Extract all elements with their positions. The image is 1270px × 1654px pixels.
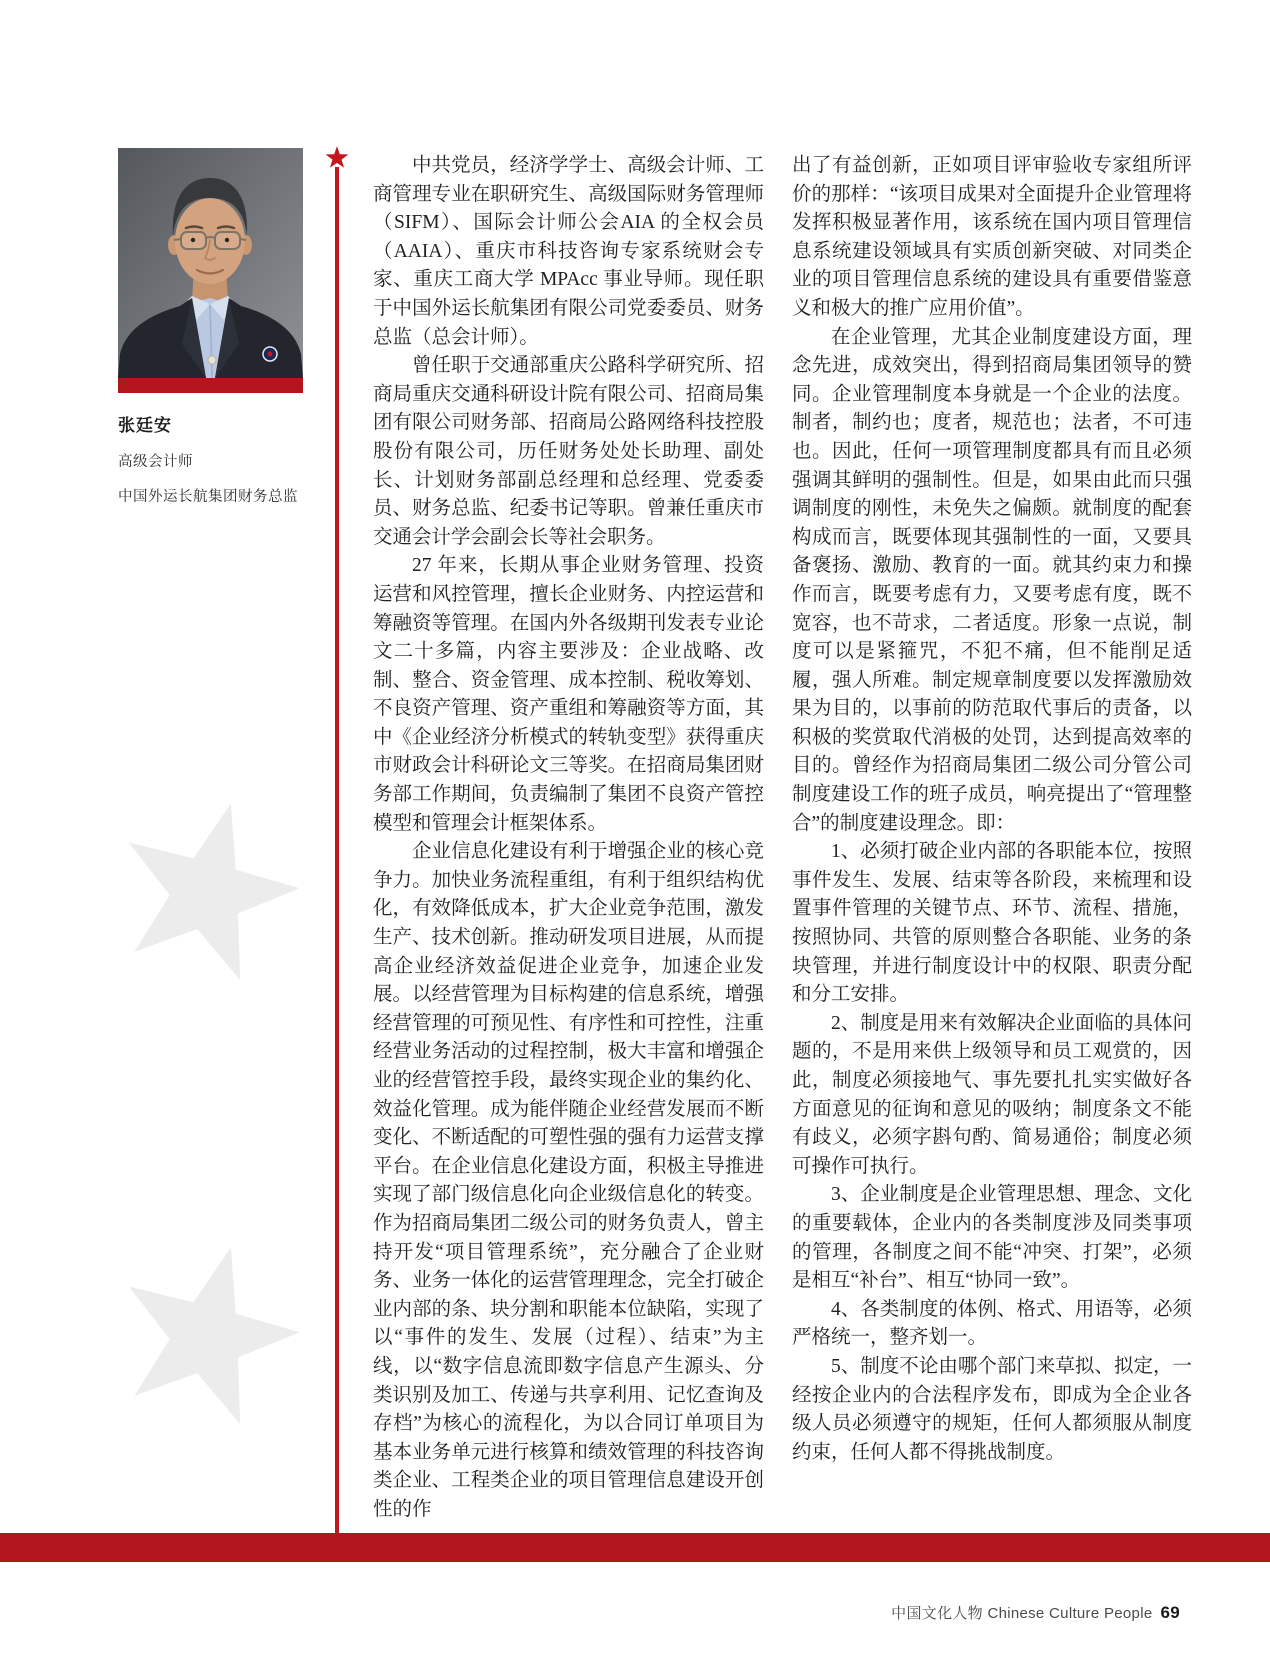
photo-red-bar <box>118 378 303 393</box>
profile-caption <box>118 411 358 506</box>
vertical-divider-line <box>335 167 339 1533</box>
footer-magazine-name: 中国文化人物 Chinese Culture People <box>891 1605 1153 1622</box>
profile-name: 张廷安 <box>118 416 172 435</box>
profile-title-1: 高级会计师 <box>118 454 193 470</box>
paragraph: 2、制度是用来有效解决企业面临的具体问题的，不是用来供上级领导和员工观赏的，因此，制度必须接地气、事先要扎扎实实做好各方面意见的征询和意见的吸纳；制度条文不能有歧义，必须字斟句酌、简易通俗；制度必须可操作可执行。 <box>792 1012 1192 1177</box>
page-footer <box>891 1602 1180 1623</box>
paragraph: 中共党员，经济学学士、高级会计师、工商管理专业在职研究生、高级国际财务管理师（SIFM）、国际会计师公会AIA 的全权会员（AAIA）、重庆市科技咨询专家系统财会专家、重庆工商大学 MPAcc 事业导师。现任职于中国外运长航集团有限公司党委委员、财务总监（总会计师）。 <box>373 155 764 348</box>
paragraph: 27 年来，长期从事企业财务管理、投资运营和风控管理，擅长企业财务、内控运营和筹融资等管理。在国内外各级期刊发表专业论文二十多篇，内容主要涉及：企业战略、改制、整合、资金管理、成本控制、税收筹划、不良资产管理、资产重组和筹融资等方面，其中《企业经济分析模式的转轨变型》获得重庆市财政会计科研论文三等奖。在招商局集团财务部工作期间，负责编制了集团不良资产管控模型和管理会计框架体系。 <box>373 555 764 834</box>
paragraph: 1、必须打破企业内部的各职能本位，按照事件发生、发展、结束等各阶段，来梳理和设置事件管理的关键节点、环节、流程、措施，按照协同、共管的原则整合各职能、业务的条块管理，并进行制度设计中的权限、职责分配和分工安排。 <box>792 841 1192 1006</box>
paragraph: 5、制度不论由哪个部门来草拟、拟定，一经按企业内的合法程序发布，即成为全企业各级人员必须遵守的规矩，任何人都须服从制度约束，任何人都不得挑战制度。 <box>792 1355 1192 1463</box>
paragraph: 出了有益创新，正如项目评审验收专家组所评价的那样：“该项目成果对全面提升企业管理将发挥积极显著作用，该系统在国内项目管理信息系统建设领域具有实质创新突破、对同类企业的项目管理信息系统的建设具有重要借鉴意义和极大的推广应用价值”。 <box>792 155 1192 319</box>
profile-title-2: 中国外运长航集团财务总监 <box>118 489 298 505</box>
watermark-star-icon <box>95 1215 323 1443</box>
bottom-red-band <box>0 1533 1270 1562</box>
watermark-star-icon <box>95 771 323 999</box>
footer-page-number: 69 <box>1160 1603 1180 1622</box>
portrait-illustration <box>118 148 303 378</box>
paragraph: 在企业管理，尤其企业制度建设方面，理念先进，成效突出，得到招商局集团领导的赞同。企业管理制度本身就是一个企业的法度。制者，制约也；度者，规范也；法者，不可违也。因此，任何一项管理制度都具有而且必须强调其鲜明的强制性。但是，如果由此而只强调制度的刚性，未免失之偏颇。就制度的配套构成而言，既要体现其强制性的一面，又要具备褒扬、激励、教育的一面。就其约束力和操作而言，既要考虑有力，又要考虑有度，既不宽容，也不苛求，二者适度。形象一点说，制度可以是紧箍咒，不犯不痛，但不能削足适履，强人所难。制定规章制度要以发挥激励效果为目的，以事前的防范取代事后的责备，以积极的奖赏取代消极的处罚，达到提高效率的目的。曾经作为招商局集团二级公司分管公司制度建设工作的班子成员，响亮提出了“管理整合”的制度建设理念。即： <box>792 326 1192 834</box>
paragraph: 曾任职于交通部重庆公路科学研究所、招商局重庆交通科研设计院有限公司、招商局集团有限公司财务部、招商局公路网络科技控股股份有限公司，历任财务处处长助理、副处长、计划财务部副总经理和总经理、党委委员、财务总监、纪委书记等职。曾兼任重庆市交通会计学会副会长等社会职务。 <box>373 355 764 548</box>
paragraph: 4、各类制度的体例、格式、用语等，必须严格统一，整齐划一。 <box>792 1298 1192 1349</box>
article-column-2 <box>792 152 1192 1467</box>
article-column-1 <box>373 152 764 1525</box>
portrait-photo <box>118 148 303 393</box>
paragraph: 企业信息化建设有利于增强企业的核心竞争力。加快业务流程重组，有利于组织结构优化，有效降低成本，扩大企业竞争范围，激发生产、技术创新。推动研发项目进展，从而提高企业经济效益促进企业竞争，加速企业发展。以经营管理为目标构建的信息系统，增强经营管理的可预见性、有序性和可控性，注重经营业务活动的过程控制，极大丰富和增强企业的经营管控手段，最终实现企业的集约化、效益化管理。成为能伴随企业经营发展而不断变化、不断适配的可塑性强的强有力运营支撑平台。在企业信息化建设方面，积极主导推进实现了部门级信息化向企业级信息化的转变。作为招商局集团二级公司的财务负责人，曾主持开发“项目管理系统”，充分融合了企业财务、业务一体化的运营管理理念，完全打破企业内部的条、块分割和职能本位缺陷，实现了以“事件的发生、发展（过程）、结束”为主线，以“数字信息流即数字信息产生源头、分类识别及加工、传递与共享利用、记忆查询及存档”为核心的流程化，为以合同订单项目为基本业务单元进行核算和绩效管理的科技咨询类企业、工程类企业的项目管理信息建设开创性的作 <box>373 841 764 1520</box>
paragraph: 3、企业制度是企业管理思想、理念、文化的重要载体，企业内的各类制度涉及同类事项的管理，各制度之间不能“冲突、打架”，必须是相互“补台”、相互“协同一致”。 <box>792 1184 1192 1292</box>
